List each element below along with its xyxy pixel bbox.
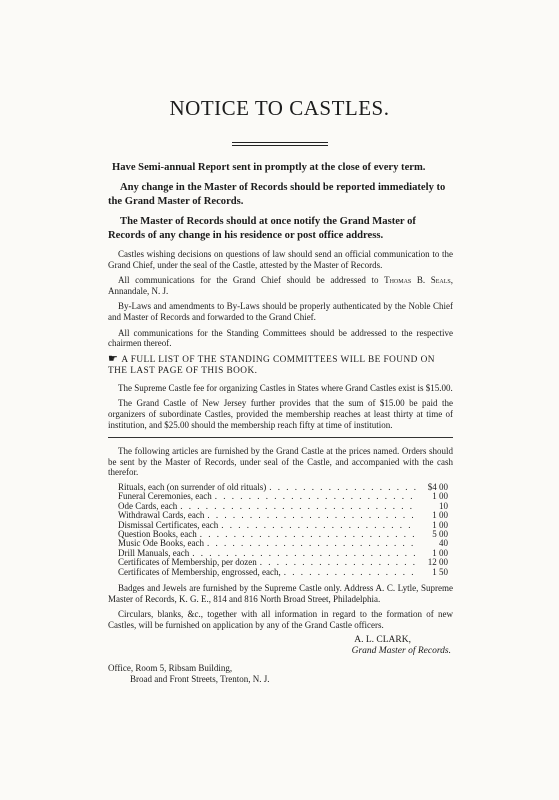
leader-dots <box>281 568 416 577</box>
paragraph-bylaws: By-Laws and amendments to By-Laws should be properly authenticated by the Noble Chief and Master of Records and forwarded to the Grand Chief. <box>108 301 453 322</box>
paragraph-law-decisions: Castles wishing decisions on questions of law should send an official communication to the Grand Chief, under the seal of the Castle, attested by the Master of Records. <box>108 249 453 270</box>
signature-title: Grand Master of Records. <box>351 646 451 657</box>
price-value: 10 <box>439 500 448 511</box>
paragraph-new-jersey-fee: The Grand Castle of New Jersey further provides that the sum of $15.00 be paid the organizers of subordinate Castles, provided the membership reaches at least thirty at time of institution, and $25.00 should the membership reach fifty at time of institution. <box>108 398 453 430</box>
price-value: 1 00 <box>432 519 448 530</box>
paragraph-badges: Badges and Jewels are furnished by the Supreme Castle only. Address A. C. Lytle, Supreme Master of Records, K. G. E., 814 and 816 North Broad Street, Philadelphia. <box>108 582 453 604</box>
office-address <box>108 663 453 684</box>
paragraph-articles: The following articles are furnished by the Grand Castle at the prices named. Orders should be sent by the Master of Records, under seal of the Castle, and accompanied with the cash therefor. <box>108 446 453 478</box>
price-item: Certificates of Membership, per dozen <box>118 557 257 568</box>
price-item: Music Ode Books, each <box>118 538 204 549</box>
price-item: Certificates of Membership, engrossed, each, <box>118 566 281 577</box>
price-value: 1 00 <box>432 510 448 521</box>
price-item: Ode Cards, each <box>118 500 178 511</box>
page-title: NOTICE TO CASTLES. <box>169 96 390 120</box>
price-item: Rituals, each (on surrender of old rituals) <box>118 481 267 492</box>
section-divider <box>108 437 453 438</box>
price-list <box>118 483 448 577</box>
leader-dots <box>204 539 416 548</box>
price-item: Drill Manuals, each <box>118 547 190 558</box>
leader-dots <box>177 502 416 511</box>
price-value: 40 <box>439 538 448 549</box>
price-item: Question Books, each <box>118 528 197 539</box>
price-value: 1 50 <box>432 566 448 577</box>
grand-chief-location: , Annandale, N. J. <box>108 275 453 296</box>
grand-chief-address-text: All communications for the Grand Chief should be addressed to <box>118 275 385 286</box>
leader-dots <box>218 521 416 530</box>
price-value: 5 00 <box>432 528 448 539</box>
price-item: Funeral Ceremonies, each <box>118 491 212 502</box>
bold-notice-report: Have Semi-annual Report sent in promptly at the close of every term. <box>112 162 426 173</box>
leader-dots <box>266 483 416 492</box>
signature-name: A. L. CLARK, <box>354 635 411 646</box>
leader-dots <box>204 511 416 520</box>
price-value: 1 00 <box>432 491 448 502</box>
notice-body <box>108 161 453 685</box>
bold-notice-address-change: The Master of Records should at once notify the Grand Master of Records of any change in his residence or post office address. <box>108 216 416 241</box>
price-row <box>118 568 448 577</box>
price-item: Withdrawal Cards, each <box>118 510 205 521</box>
office-line-2: Broad and Front Streets, Trenton, N. J. <box>130 673 270 684</box>
signature-block <box>108 635 453 657</box>
price-value: 12 00 <box>427 557 448 568</box>
price-item: Dismissal Certificates, each <box>118 519 219 530</box>
committees-list-notice <box>108 354 453 378</box>
paragraph-grand-chief-address <box>108 275 453 296</box>
paragraph-supreme-fee: The Supreme Castle fee for organizing Castles in States where Grand Castles exist is $15.00. <box>118 382 453 393</box>
price-value: $4 00 <box>427 481 448 492</box>
paragraph-circulars: Circulars, blanks, &c., together with all information in regard to the formation of new Castles, will be furnished on application by any of the Grand Castle officers. <box>108 609 453 630</box>
grand-chief-name: Thomas B. Seals <box>384 275 451 286</box>
title-divider-top <box>232 142 328 143</box>
paragraph-committees: All communications for the Standing Committees should be addressed to the respective chairmen thereof. <box>108 327 453 349</box>
bold-notice-master-change: Any change in the Master of Records should be reported immediately to the Grand Master of Records. <box>108 182 446 207</box>
price-value: 1 00 <box>432 547 448 558</box>
leader-dots <box>212 492 416 501</box>
leader-dots <box>197 530 416 539</box>
pointing-hand-icon: ☛ <box>108 352 119 365</box>
title-divider-bottom <box>232 145 328 146</box>
office-line-1: Office, Room 5, Ribsam Building, <box>108 663 233 674</box>
committees-notice-text: A FULL LIST OF THE STANDING COMMITTEES WILL BE FOUND ON THE LAST PAGE OF THIS BOOK. <box>108 354 435 377</box>
